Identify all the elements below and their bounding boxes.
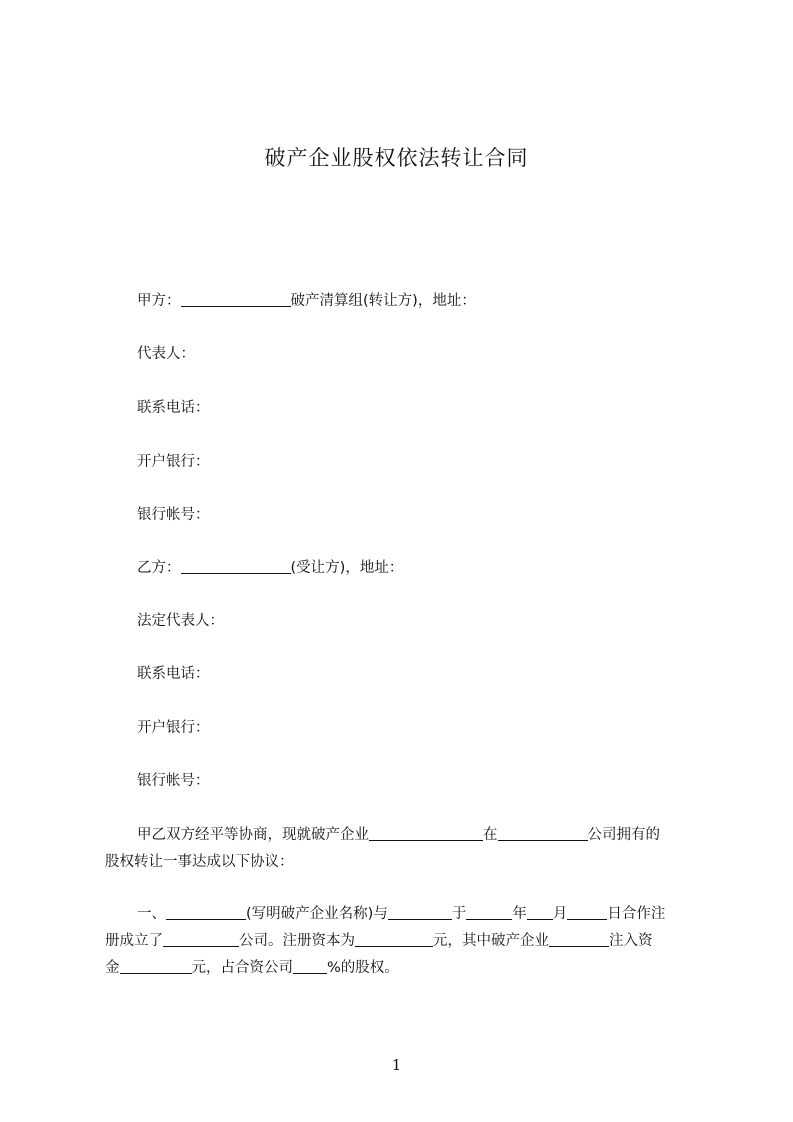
party-a-label: 甲方： (137, 293, 181, 309)
clause-1-text-11: 金 (105, 960, 120, 976)
party-b-account: 银行帐号： (137, 773, 210, 789)
page-number: 1 (391, 1056, 402, 1074)
party-a-account: 银行帐号： (137, 507, 210, 523)
party-a-bank: 开户银行： (137, 454, 210, 470)
intro-text-2: 在 (483, 827, 498, 843)
clause-1-row-2 (105, 928, 701, 955)
party-a-suffix: 破产清算组(转让方)，地址： (290, 293, 476, 309)
registered-capital-blank (355, 932, 433, 947)
bankrupt-enterprise-2-blank (549, 932, 609, 947)
party-a-name-blank (181, 292, 291, 307)
party-b-label: 乙方： (137, 560, 181, 576)
clause-1-text-12: 元，占合资公司 (191, 960, 293, 976)
clause-1-text-6: 日合作注 (607, 906, 666, 922)
intro-text-1: 甲乙双方经平等协商，现就破产企业 (137, 827, 369, 843)
month-blank (527, 905, 553, 920)
clause-1-paragraph (105, 901, 701, 982)
clause-1-row-1 (105, 901, 701, 928)
clause-1-text-2: (写明破产企业名称)与 (246, 906, 388, 922)
clause-1-row-3 (105, 955, 701, 982)
clause-1-text-10: 注入资 (609, 933, 653, 949)
party-b-bank: 开户银行： (137, 720, 210, 736)
intro-row-1 (105, 822, 701, 849)
partner-blank (388, 905, 452, 920)
clause-1-number: 一、 (137, 906, 166, 922)
clause-1-text-5: 月 (552, 906, 568, 922)
clause-1-text-3: 于 (451, 906, 467, 922)
clause-1-text-4: 年 (512, 906, 527, 922)
day-blank (567, 905, 607, 920)
party-b-suffix: (受让方)，地址： (290, 560, 404, 576)
party-b-legal-rep: 法定代表人： (137, 613, 224, 629)
party-b-name-blank (181, 559, 291, 574)
equity-percent-blank (293, 959, 327, 974)
party-a-line (137, 291, 476, 311)
clause-1-text-9: 元，其中破产企业 (433, 933, 549, 949)
party-a-representative: 代表人： (137, 346, 195, 362)
party-b-phone: 联系电话： (137, 666, 210, 682)
bankrupt-enterprise-blank (369, 826, 483, 841)
party-b-line (137, 558, 403, 578)
clause-1-text-8: 公司。注册资本为 (239, 933, 355, 949)
party-a-phone: 联系电话： (137, 400, 210, 416)
company-name-blank (498, 826, 588, 841)
year-blank (466, 905, 512, 920)
clause-1-text-7: 册成立了 (105, 933, 163, 949)
jv-company-blank (163, 932, 239, 947)
intro-text-3: 公司拥有的 (587, 827, 660, 843)
enterprise-name-blank (166, 905, 246, 920)
capital-amount-blank (120, 959, 192, 974)
intro-paragraph (105, 822, 701, 876)
clause-1-text-13: %的股权。 (327, 960, 399, 976)
document-title: 破产企业股权依法转让合同 (264, 146, 529, 170)
intro-row-2: 股权转让一事达成以下协议： (105, 854, 294, 870)
